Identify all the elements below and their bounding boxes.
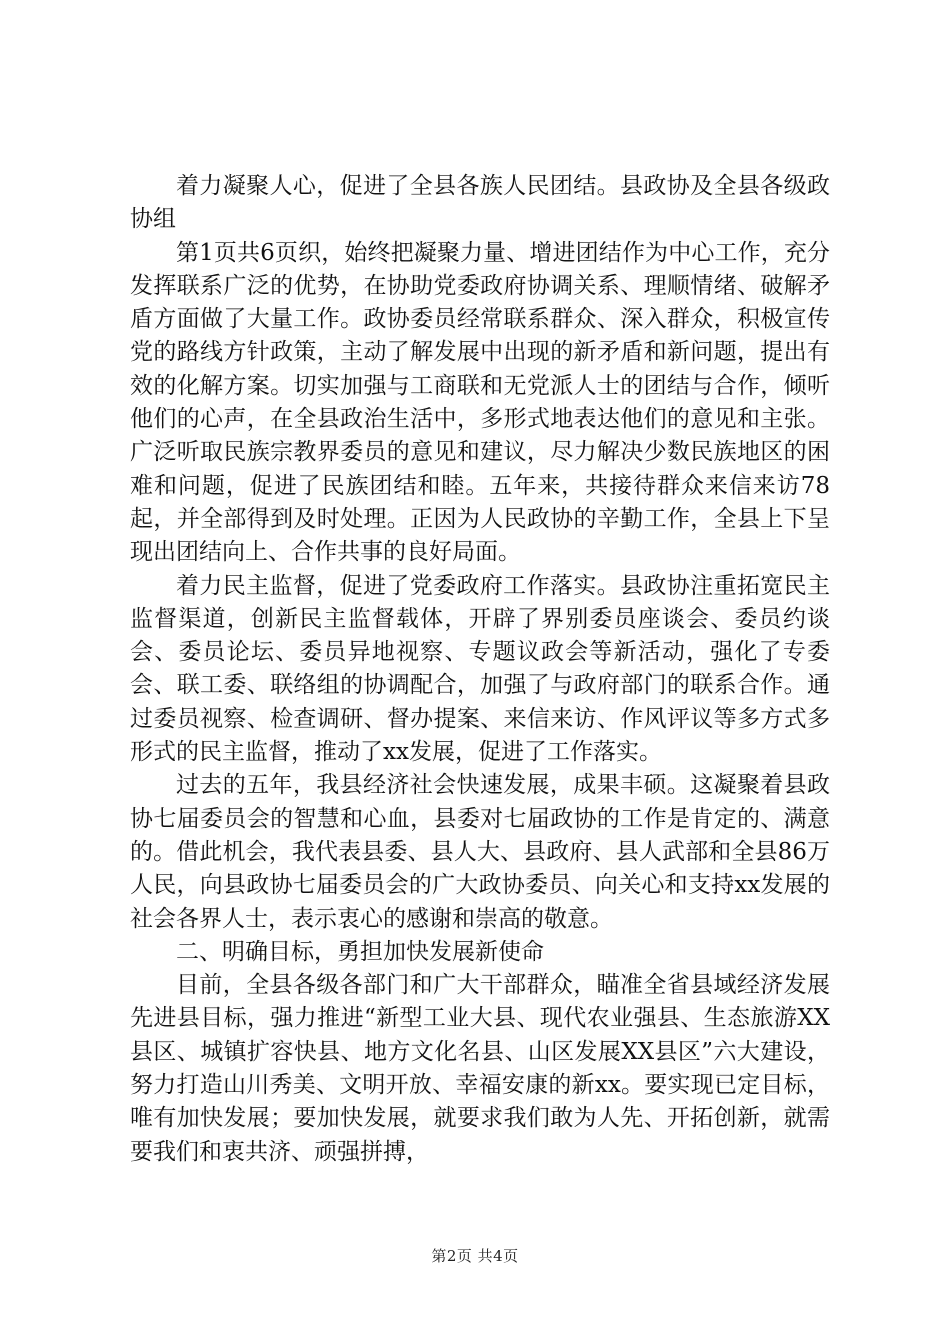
paragraph-4: 过去的五年，我县经济社会快速发展，成果丰硕。这凝聚着县政协七届委员会的智慧和心血，县委对七届政协的工作是肯定的、满意的。借此机会，我代表县委、县人大、县政府、县人武部和全县86万人民，向县政协七届委员会的广大政协委员、向关心和支持xx发展的社会各界人士，表示衷心的感谢和崇高的敬意。 bbox=[130, 772, 830, 932]
document-body bbox=[130, 170, 830, 1169]
page-footer: 第2页 共4页 bbox=[431, 1247, 519, 1265]
paragraph-5: 目前，全县各级各部门和广大干部群众，瞄准全省县域经济发展先进县目标，强力推进“新型工业大县、现代农业强县、生态旅游XX县区、城镇扩容快县、地方文化名县、山区发展XX县区”六大建设，努力打造山川秀美、文明开放、幸福安康的新xx。要实现已定目标，唯有加快发展；要加快发展，就要求我们敢为人先、开拓创新，就需要我们和衷共济、顽强拼搏， bbox=[130, 972, 830, 1165]
section-heading: 二、明确目标，勇担加快发展新使命 bbox=[176, 938, 544, 965]
paragraph-3: 着力民主监督，促进了党委政府工作落实。县政协注重拓宽民主监督渠道，创新民主监督载体，开辟了界别委员座谈会、委员约谈会、委员论坛、委员异地视察、专题议政会等新活动，强化了专委会、联工委、联络组的协调配合，加强了与政府部门的联系合作。通过委员视察、检查调研、督办提案、来信来访、作风评议等多方式多形式的民主监督，推动了xx发展，促进了工作落实。 bbox=[130, 572, 830, 766]
paragraph-2: 第1页共6页织，始终把凝聚力量、增进团结作为中心工作，充分发挥联系广泛的优势，在协助党委政府协调关系、理顺情绪、破解矛盾方面做了大量工作。政协委员经常联系群众、深入群众，积极宣传党的路线方针政策，主动了解发展中出现的新矛盾和新问题，提出有效的化解方案。切实加强与工商联和无党派人士的团结与合作，倾听他们的心声，在全县政治生活中，多形式地表达他们的意见和主张。广泛听取民族宗教界委员的意见和建议，尽力解决少数民族地区的困难和问题，促进了民族团结和睦。五年来，共接待群众来信来访78起，并全部得到及时处理。正因为人民政协的辛勤工作，全县上下呈现出团结向上、合作共事的良好局面。 bbox=[130, 239, 830, 566]
paragraph-1: 着力凝聚人心，促进了全县各族人民团结。县政协及全县各级政协组 bbox=[130, 173, 830, 233]
